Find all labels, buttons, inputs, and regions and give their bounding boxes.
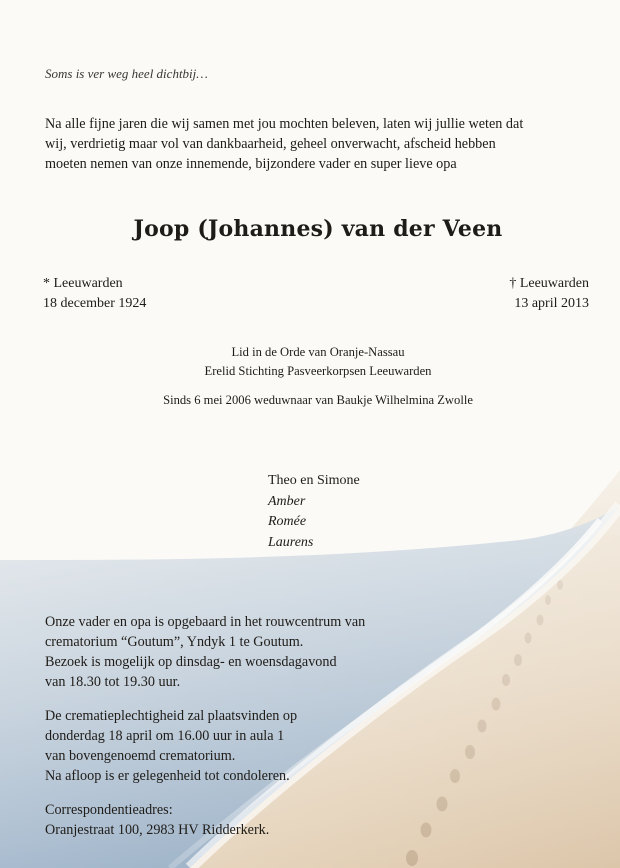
paragraph-gap — [45, 786, 445, 800]
deceased-name: Joop (Johannes) van der Veen — [133, 216, 503, 242]
ceremony-info-line: van bovengenoemd crematorium. — [45, 748, 236, 764]
family-list — [268, 471, 360, 553]
grandchild-name: Amber — [268, 493, 306, 509]
honor-line: Lid in de Orde van Oranje-Nassau — [231, 345, 405, 359]
correspondence-label: Correspondentieadres: — [45, 802, 173, 818]
grandchild-name: Laurens — [268, 534, 314, 550]
birth-info — [43, 274, 146, 314]
widow-line: Sinds 6 mei 2006 weduwnaar van Baukje Wilhelmina Zwolle — [163, 393, 473, 407]
ceremony-info-line: De crematieplechtigheid zal plaatsvinden op — [45, 708, 298, 724]
rest-info-line: van 18.30 tot 19.30 uur. — [45, 674, 181, 690]
birth-date: 18 december 1924 — [43, 296, 147, 311]
paragraph-gap — [45, 692, 445, 706]
birth-place: * Leeuwarden — [43, 276, 123, 291]
honor-line: Erelid Stichting Pasveerkorpsen Leeuwarden — [204, 364, 432, 378]
death-date: 13 april 2013 — [514, 296, 589, 311]
intro-line: Na alle fijne jaren die wij samen met jou mochten beleven, laten wij jullie weten dat — [45, 116, 524, 132]
rest-info-line: crematorium “Goutum”, Yndyk 1 te Goutum. — [45, 634, 304, 650]
death-place: † Leeuwarden — [509, 276, 589, 291]
motto: Soms is ver weg heel dichtbij… — [45, 66, 208, 81]
ceremony-info-line: donderdag 18 april om 16.00 uur in aula 1 — [45, 728, 285, 744]
rest-info-line: Onze vader en opa is opgebaard in het rouwcentrum van — [45, 614, 366, 630]
rest-info-line: Bezoek is mogelijk op dinsdag- en woensdagavond — [45, 654, 337, 670]
death-info — [509, 274, 589, 314]
grandchild-name: Romée — [268, 514, 307, 529]
intro-paragraph — [45, 114, 585, 174]
family-parents: Theo en Simone — [268, 473, 360, 488]
funeral-information — [45, 612, 445, 840]
ceremony-info-line: Na afloop is er gelegenheid tot condoleren. — [45, 768, 290, 784]
correspondence-address: Oranjestraat 100, 2983 HV Ridderkerk. — [45, 822, 270, 838]
honors — [0, 343, 620, 381]
intro-line: wij, verdrietig maar vol van dankbaarheid, geheel onverwacht, afscheid hebben — [45, 136, 496, 152]
intro-line: moeten nemen van onze innemende, bijzondere vader en super lieve opa — [45, 156, 457, 172]
